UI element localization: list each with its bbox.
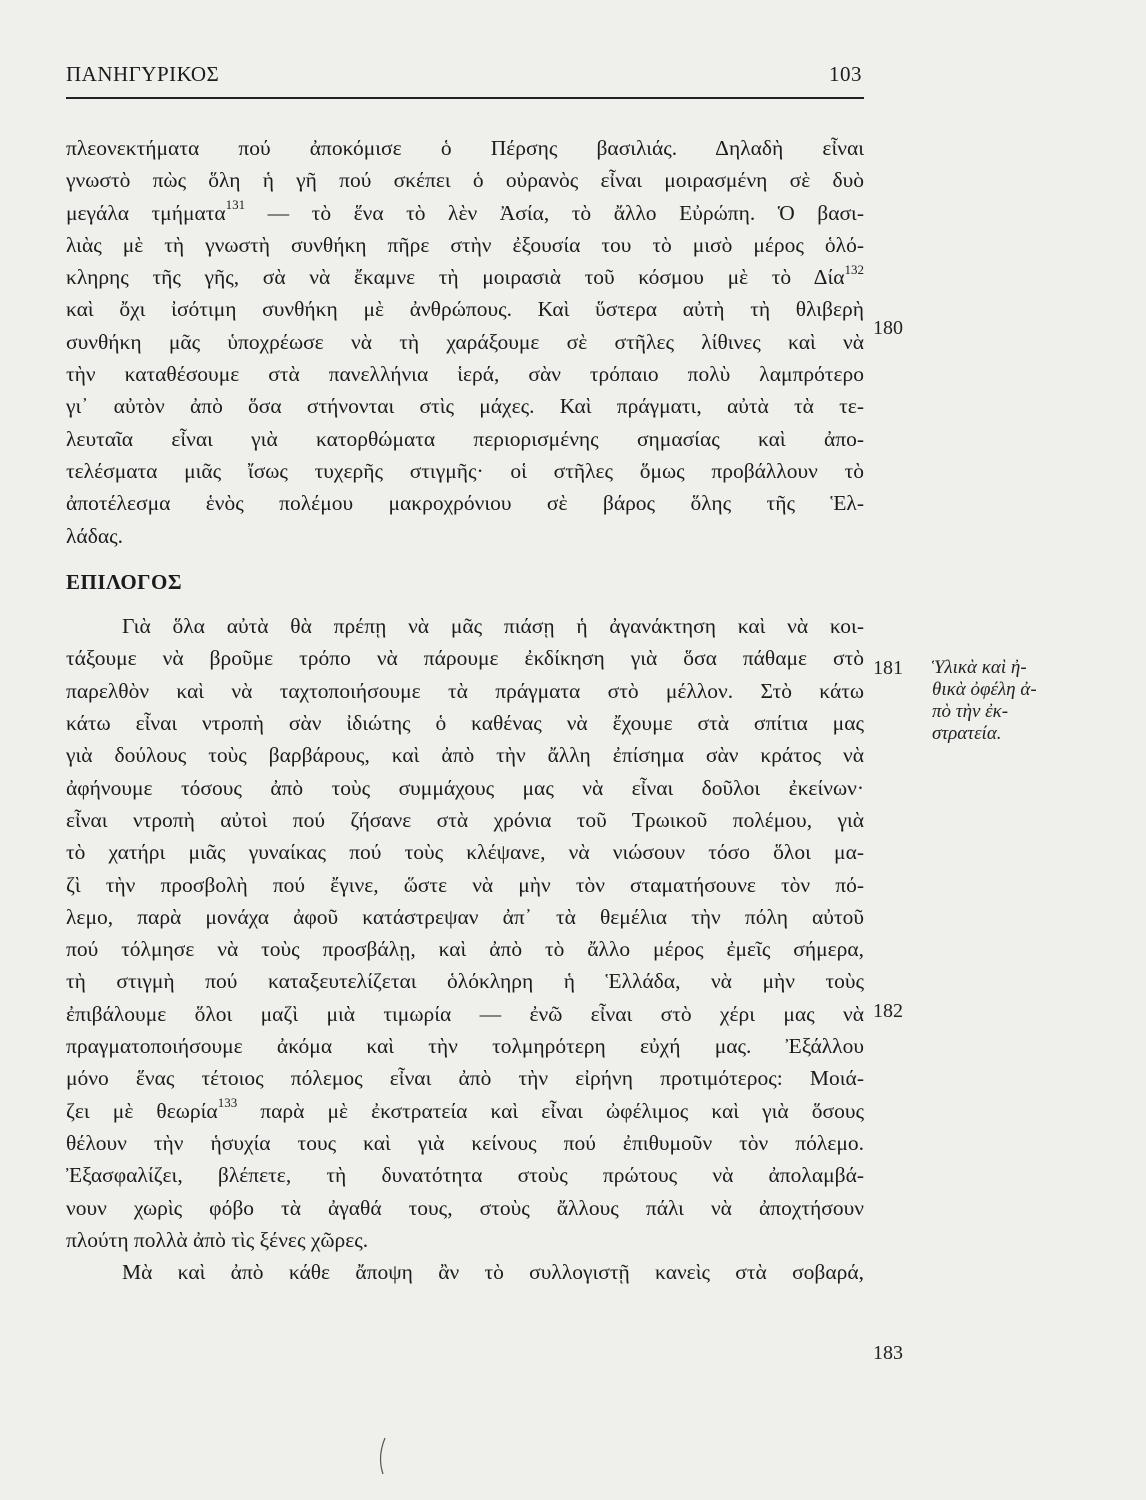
body-text [66, 132, 864, 1288]
running-title: ΠΑΝΗΓΥΡΙΚΟΣ [66, 62, 220, 86]
text-line: Γιὰ ὅλα αὐτὰ θὰ πρέπῃ νὰ μᾶς πιάσῃ ἡ ἀγανάκτηση καὶ νὰ κοι- [122, 614, 864, 639]
text-line: ἐπιβάλουμε ὅλοι μαζὶ μιὰ τιμωρία — ἐνῶ εἶναι στὸ χέρι μας νὰ [66, 1001, 864, 1026]
text-line: μόνο ἕνας τέτοιος πόλεμος εἶναι ἀπὸ τὴν εἰρήνη προτιμότερος: Μοιά- [66, 1066, 864, 1091]
text-line: Ἐξασφαλίζει, βλέπετε, τὴ δυνατότητα στοὺς πρώτους νὰ ἀπολαμβά- [66, 1163, 864, 1188]
section-heading: ΕΠΙΛΟΓΟΣ [66, 569, 183, 594]
footnote-ref: 132 [844, 262, 864, 278]
text-line: κάτω εἶναι ντροπὴ σὰν ἰδιώτης ὁ καθένας νὰ ἔχουμε στὰ σπίτια μας [66, 711, 864, 736]
text-segment: ζει μὲ θεωρία [66, 1098, 218, 1123]
text-line: τελέσματα μιᾶς ἴσως τυχερῆς στιγμῆς· οἱ στῆλες ὅμως προβάλλουν τὸ [66, 458, 864, 483]
margin-note-line: στρατεία. [932, 723, 1002, 744]
text-segment: παρὰ μὲ ἐκστρατεία καὶ εἶναι ὠφέλιμος καὶ γιὰ ὅσους [237, 1098, 864, 1123]
text-line: γνωστὸ πὼς ὅλη ἡ γῆ πού σκέπει ὁ οὐρανὸς εἶναι μοιρασμένη σὲ δυὸ [66, 168, 864, 193]
text-line: λευταῖα εἶναι γιὰ κατορθώματα περιορισμένης σημασίας καὶ ἀπο- [66, 426, 864, 451]
text-line: τάξουμε νὰ βροῦμε τρόπο νὰ πάρουμε ἐκδίκηση γιὰ ὅσα πάθαμε στὸ [66, 646, 864, 671]
line-number: 181 [873, 657, 903, 679]
text-line: λάδας. [66, 523, 123, 548]
text-line: γι᾽ αὐτὸν ἀπὸ ὅσα στήνονται στὶς μάχες. Καὶ πράγματι, αὐτὰ τὰ τε- [66, 394, 864, 419]
text-segment: — τὸ ἕνα τὸ λὲν Ἀσία, τὸ ἄλλο Εὐρώπη. Ὁ βασι- [245, 200, 864, 225]
text-line: ἀποτέλεσμα ἑνὸς πολέμου μακροχρόνιου σὲ βάρος ὅλης τῆς Ἑλ- [66, 491, 864, 516]
text-line: λιὰς μὲ τὴ γνωστὴ συνθήκη πῆρε στὴν ἐξουσία του τὸ μισὸ μέρος ὁλό- [66, 232, 864, 257]
text-line: παρελθὸν καὶ νὰ ταχτοποιήσουμε τὰ πράγματα στὸ μέλλον. Στὸ κάτω [66, 678, 864, 703]
footnote-ref: 131 [225, 197, 246, 213]
header-rule [66, 97, 864, 99]
text-line: λεμο, παρὰ μονάχα ἀφοῦ κατάστρεψαν ἀπ᾽ τὰ θεμέλια τὴν πόλη αὐτοῦ [66, 904, 864, 929]
margin-note-line: θικὰ ὀφέλη ἀ- [932, 679, 1037, 700]
text-line: συνθήκη μᾶς ὑποχρέωσε νὰ τὴ χαράξουμε σὲ στῆλες λίθινες καὶ νὰ [66, 329, 864, 354]
footnote-ref: 133 [217, 1095, 238, 1111]
ink-mark [376, 1436, 390, 1476]
text-line: πλούτη πολλὰ ἀπὸ τὶς ξένες χῶρες. [66, 1227, 369, 1252]
text-line: θέλουν τὴν ἡσυχία τους καὶ γιὰ κείνους πού ἐπιθυμοῦν τὸν πόλεμο. [66, 1130, 864, 1155]
text-line: εἶναι ντροπὴ αὐτοὶ πού ζήσανε στὰ χρόνια τοῦ Τρωικοῦ πολέμου, γιὰ [66, 807, 864, 832]
text-segment: μεγάλα τμήματα [66, 200, 226, 225]
text-line: ἀφήνουμε τόσους ἀπὸ τοὺς συμμάχους μας νὰ εἶναι δοῦλοι ἐκείνων· [66, 775, 864, 800]
line-number: 180 [873, 317, 903, 339]
text-line: γιὰ δούλους τοὺς βαρβάρους, καὶ ἀπὸ τὴν ἄλλη ἐπίσημα σὰν κράτος νὰ [66, 743, 864, 768]
text-line: Μὰ καὶ ἀπὸ κάθε ἄποψη ἂν τὸ συλλογιστῇ κανεὶς στὰ σοβαρά, [122, 1260, 864, 1285]
text-segment: κληρης τῆς γῆς, σὰ νὰ ἔκαμνε τὴ μοιρασιὰ τοῦ κόσμου μὲ τὸ Δία [66, 265, 845, 290]
text-line: πραγματοποιήσουμε ἀκόμα καὶ τὴν τολμηρότερη εὐχή μας. Ἐξάλλου [66, 1034, 864, 1059]
text-line: τὸ χατήρι μιᾶς γυναίκας πού τοὺς κλέψανε, νὰ νιώσουν τόσο ὅλοι μα- [66, 840, 864, 865]
text-line: πού τόλμησε νὰ τοὺς προσβάλῃ, καὶ ἀπὸ τὸ ἄλλο μέρος ἐμεῖς σήμερα, [66, 937, 864, 962]
page-number: 103 [829, 62, 862, 86]
margin-note [932, 657, 1052, 745]
text-line [66, 197, 864, 229]
margin-note-line: πὸ τὴν ἐκ- [932, 701, 1009, 722]
text-line: πλεονεκτήματα πού ἀποκόμισε ὁ Πέρσης βασιλιάς. Δηλαδὴ εἶναι [66, 136, 864, 160]
text-line: τὴ στιγμὴ πού καταξευτελίζεται ὁλόκληρη ἡ Ἑλλάδα, νὰ μὴν τοὺς [66, 969, 864, 994]
text-line: νουν χωρὶς φόβο τὰ ἀγαθά τους, στοὺς ἄλλους πάλι νὰ ἀποχτήσουν [66, 1195, 864, 1220]
text-line: ζὶ τὴν προσβολὴ πού ἔγινε, ὥστε νὰ μὴν τὸν σταματήσουνε τὸν πό- [66, 872, 864, 897]
margin-note-line: Ὑλικὰ καὶ ἠ- [932, 657, 1027, 678]
text-line [66, 261, 864, 293]
running-head [66, 62, 864, 92]
line-number: 183 [873, 1342, 903, 1364]
text-line: καὶ ὄχι ἰσότιμη συνθήκη μὲ ἀνθρώπους. Καὶ ὕστερα αὐτὴ τὴ θλιβερὴ [66, 297, 864, 322]
text-line: τὴν καταθέσουμε στὰ πανελλήνια ἱερά, σὰν τρόπαιο πολὺ λαμπρότερο [66, 362, 864, 387]
text-line [66, 1095, 864, 1127]
line-number: 182 [873, 1000, 903, 1022]
